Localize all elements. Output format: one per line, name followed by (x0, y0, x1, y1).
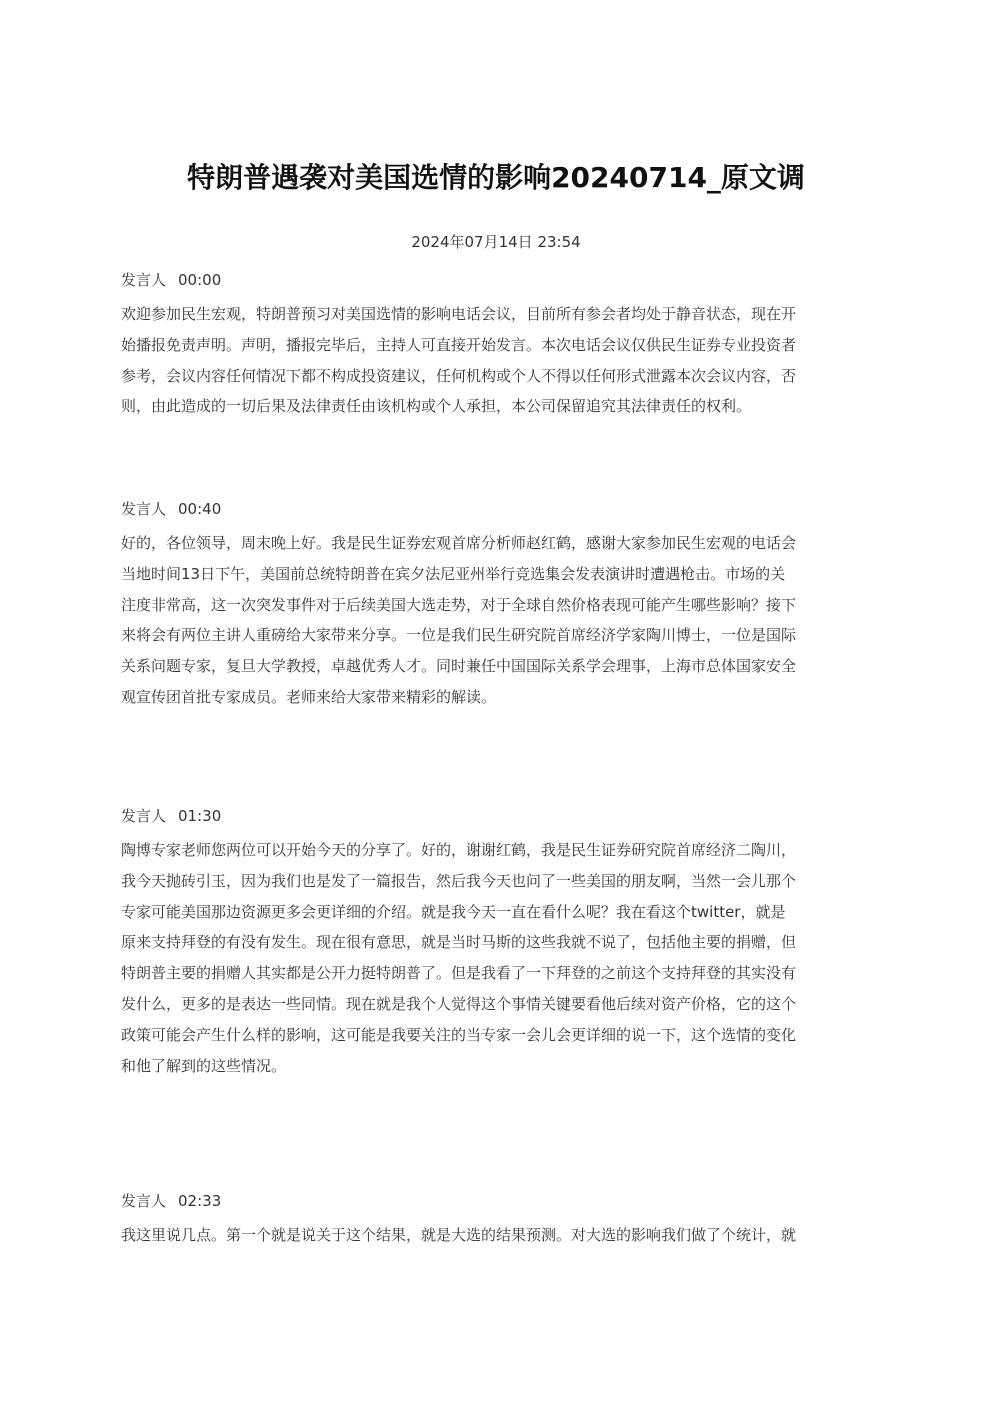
paragraph-line: 我今天抛砖引玉，因为我们也是发了一篇报告，然后我今天也问了一些美国的朋友啊，当然一会儿那个 (121, 871, 797, 890)
paragraph-line: 我这里说几点。第一个就是说关于这个结果，就是大选的结果预测。对大选的影响我们做了个统计，就 (121, 1226, 797, 1244)
document-title: 特朗普遇袭对美国选情的影响20240714_原文调 (187, 161, 805, 194)
transcript-paragraph (121, 1220, 873, 1251)
paragraph-line: 注度非常高，这一次突发事件对于后续美国大选走势，对于全球自然价格表现可能产生哪些影响？接下 (121, 595, 797, 614)
transcript-section (121, 499, 873, 713)
paragraph-line: 来将会有两位主讲人重磅给大家带来分享。一位是我们民生研究院首席经济学家陶川博士，一位是国际 (121, 626, 797, 645)
speaker-timestamp: 02:33 (178, 1192, 222, 1210)
paragraph-line: 发什么，更多的是表达一些同情。现在就是我个人觉得这个事情关键要看他后续对资产价格，它的这个 (121, 994, 797, 1013)
speaker-name: 发言人 (121, 271, 167, 289)
paragraph-line: 当地时间13日下午，美国前总统特朗普在宾夕法尼亚州举行竞选集会发表演讲时遭遇枪击。市场的关 (121, 564, 786, 583)
speaker-name: 发言人 (121, 500, 167, 518)
paragraph-line: 专家可能美国那边资源更多会更详细的介绍。就是我今天一直在看什么呢？我在看这个twitter，就是 (121, 902, 786, 921)
paragraph-line: 政策可能会产生什么样的影响，这可能是我要关注的当专家一会儿会更详细的说一下，这个选情的变化 (121, 1025, 797, 1044)
transcript-section (121, 806, 873, 1081)
speaker-header (121, 270, 873, 290)
paragraph-line: 特朗普主要的捐赠人其实都是公开力挺特朗普了。但是我看了一下拜登的之前这个支持拜登的其实没有 (121, 964, 797, 983)
document-date: 2024年07月14日 23:54 (411, 233, 581, 251)
transcript-paragraph (121, 528, 873, 713)
paragraph-line: 参考，会议内容任何情况下都不构成投资建议，任何机构或个人不得以任何形式泄露本次会议内容，否 (121, 366, 797, 385)
transcript-section (121, 1191, 873, 1251)
paragraph-line: 好的，各位领导，周末晚上好。我是民生证券宏观首席分析师赵红鹤，感谢大家参加民生宏观的电话会 (121, 534, 797, 552)
speaker-timestamp: 00:00 (178, 271, 222, 289)
speaker-name: 发言人 (121, 807, 167, 825)
speaker-header (121, 1191, 873, 1211)
paragraph-line: 欢迎参加民生宏观，特朗普预习对美国选情的影响电话会议，目前所有参会者均处于静音状态，现在开 (121, 305, 797, 323)
paragraph-line: 和他了解到的这些情况。 (121, 1056, 287, 1075)
paragraph-line: 则，由此造成的一切后果及法律责任由该机构或个人承担，本公司保留追究其法律责任的权利。 (121, 397, 752, 416)
speaker-header (121, 499, 873, 519)
paragraph-line: 观宣传团首批专家成员。老师来给大家带来精彩的解读。 (121, 687, 497, 706)
paragraph-line: 始播报免责声明。声明，播报完毕后，主持人可直接开始发言。本次电话会议仅供民生证券专业投资者 (121, 335, 797, 354)
transcript-paragraph (121, 299, 873, 422)
transcript-paragraph (121, 835, 873, 1081)
speaker-timestamp: 00:40 (178, 500, 222, 518)
transcript-section (121, 270, 873, 422)
paragraph-line: 原来支持拜登的有没有发生。现在很有意思，就是当时马斯的这些我就不说了，包括他主要的捐赠，但 (121, 933, 797, 952)
speaker-header (121, 806, 873, 826)
paragraph-line: 关系问题专家，复旦大学教授，卓越优秀人才。同时兼任中国国际关系学会理事，上海市总体国家安全 (121, 657, 797, 676)
speaker-timestamp: 01:30 (178, 807, 222, 825)
speaker-name: 发言人 (121, 1192, 167, 1210)
paragraph-line: 陶博专家老师您两位可以开始今天的分享了。好的，谢谢红鹤，我是民生证券研究院首席经济二陶川， (121, 841, 797, 859)
